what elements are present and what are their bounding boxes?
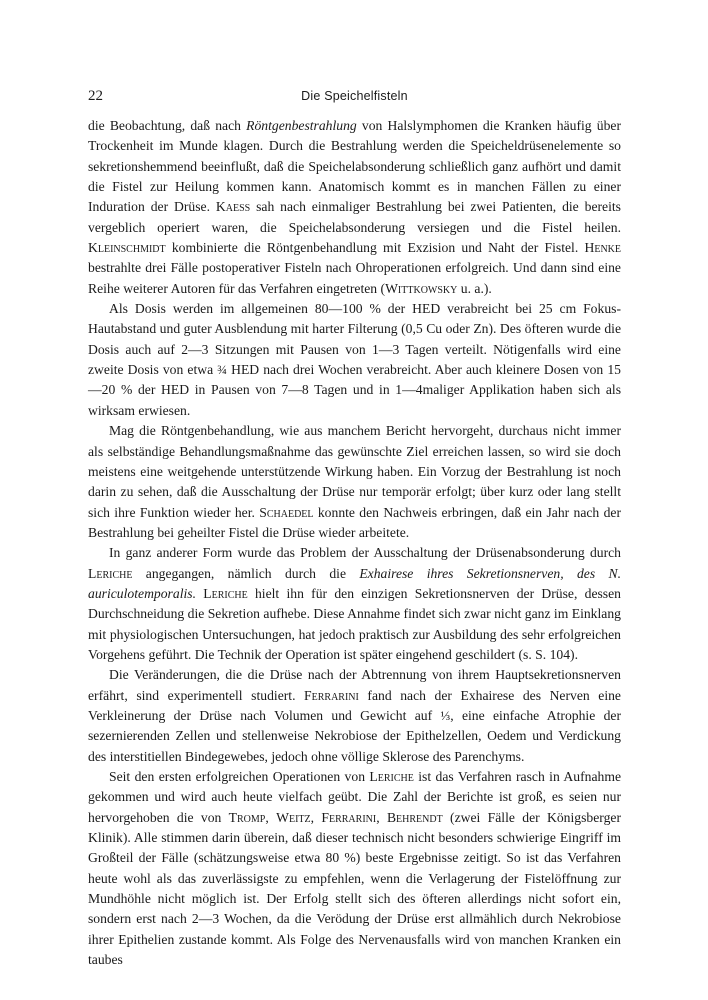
- text-run: Als Dosis werden im allgemeinen 80—100 % der HED verabreicht bei 25 cm Fokus-Hautabstand und guter Ausblendung mit harter Filterung (0,5 Cu oder Zn). Des öfteren wurde die Dosis auch auf 2—3 Sitzungen mit Pausen von 1—3 Tagen verteilt. Nötigenfalls wird eine zweite Dosis von etwa: [88, 301, 621, 378]
- author-name: Tromp: [228, 809, 266, 825]
- author-name: Leriche: [369, 769, 414, 784]
- author-name: Ferrarini: [304, 687, 359, 703]
- text-run: fand nach der Exhairese des Nerven eine Verkleinerung der Drüse nach Volumen und Gewicht auf: [88, 687, 621, 723]
- text-run: In ganz anderer Form wurde das Problem der Ausschaltung der Drüsenabsonderung durch: [109, 545, 621, 561]
- text-run: Mag die Röntgenbehandlung, wie aus manchem Bericht hervorgeht, durchaus nicht immer als selbständige Behandlungsmaßnahme das gewünschte Ziel erreichen lassen, so wird sie doch meistens eine weitgehende unterstützende Wirkung haben. Ein Vorzug der Bestrahlung ist noch darin zu sehen, daß die Ausschaltung der Drüse nur temporär erfolgt; über kurz oder lang stellt sich ihre Funktion wieder her.: [88, 423, 621, 520]
- author-name: Ferrarini: [321, 809, 377, 825]
- text-run: bestrahlte drei Fälle postoperativer Fisteln nach Ohroperationen erfolgreich. Und dann sind eine Reihe weiterer Autoren für das Verfahren eingetreten (: [88, 260, 621, 296]
- author-name: Henke: [584, 240, 621, 256]
- italic-text: Exhairese ihres Sekretionsnerven, des N. auriculotemporalis.: [88, 565, 621, 601]
- text-run: hielt ihn für den einzigen Sekretionsnerven der Drüse, dessen Durchschneidung die Sekretion aufhebe. Diese Annahme findet sich zwar nicht ganz im Einklang mit physiologischen Untersuchungen, hat jedoch praktisch zur Ausbildung des sehr erfolgreichen Vorgehens geführt. Die Technik der Operation ist später eingehend geschildert (s. S. 104).: [88, 585, 621, 662]
- body-text: [88, 116, 621, 970]
- author-name: Behrendt: [386, 809, 443, 825]
- paragraph: [88, 421, 621, 543]
- page-number: 22: [88, 88, 103, 104]
- italic-text: Röntgenbestrahlung: [246, 118, 357, 133]
- author-name: Leriche: [203, 585, 248, 601]
- running-title: Die Speichelfisteln: [301, 89, 408, 103]
- text-run: angegangen, nämlich durch die: [132, 565, 360, 581]
- paragraph: [88, 543, 621, 665]
- text-run: sah nach einmaliger Bestrahlung bei zwei Patienten, die bereits vergeblich operiert waren, die Speichelabsonderung versiegen und die Fistel heilen.: [88, 199, 621, 235]
- text-run: Seit den ersten erfolgreichen Operationen von: [109, 769, 370, 784]
- author-name: Kaess: [215, 199, 251, 215]
- fraction: ⅓: [440, 707, 451, 723]
- text-run: ,: [310, 809, 322, 825]
- text-run: die Beobachtung, daß nach: [88, 118, 247, 133]
- text-run: ,: [376, 809, 387, 825]
- text-run: u. a.).: [457, 280, 492, 296]
- text-run: (zwei Fälle der Königsberger Klinik). Alle stimmen darin überein, daß dieser technisch nicht besonders schwierige Eingriff im Großteil der Fälle (schätzungsweise etwa 80 %) beste Ergebnisse zeitigt. So ist das Verfahren heute wohl als das zuverlässigste zu empfehlen, wenn die Verlagerung der Fistelöffnung zur Mundhöhle nicht möglich ist. Der Erfolg stellt sich des öfteren allerdings nicht sofort ein, sondern erst nach 2—3 Wochen, da die Verödung der Drüse erst allmählich durch Nekrobiose ihrer Epithelien zustande kommt. Als Folge des Nervenausfalls wird von manchen Kranken ein taubes: [88, 809, 622, 968]
- text-run: von Halslymphomen die Kranken häufig über Trockenheit im Munde klagen. Durch die Bestrahlung werden die Speicheldrüsenelemente so sekretionshemmend beeinflußt, daß die Speichelabsonderung schließlich ganz aufhört und damit die Fistel zur Heilung kommen kann. Anatomisch kommt es in manchen Fällen zu einer Induration der Drüse.: [88, 118, 621, 215]
- text-run: Die Veränderungen, die die Drüse nach der Abtrennung von ihrem Hauptsekretionsnerven erfährt, sind experimentell studiert.: [88, 667, 621, 703]
- text-run: ist das Verfahren rasch in Aufnahme gekommen und wird auch heute vielfach geübt. Die Zahl der Berichte ist groß, es seien nur hervorgehoben die von: [88, 769, 621, 825]
- paragraph: [88, 767, 621, 970]
- text-run: kombinierte die Röntgenbehandlung mit Exzision und Naht der Fistel.: [165, 240, 585, 256]
- text-run: HED nach drei Wochen verabreicht. Aber auch kleinere Dosen von 15—20 % der HED in Pausen von 7—8 Tagen und in 1—4maliger Applikation haben sich als wirksam erwiesen.: [88, 362, 621, 418]
- page-header: [88, 86, 621, 106]
- author-name: Wittkowsky: [385, 280, 458, 296]
- author-name: Kleinschmidt: [88, 240, 166, 256]
- paragraph: [88, 116, 621, 299]
- fraction: ¾: [217, 362, 227, 378]
- author-name: Schaedel: [259, 504, 314, 520]
- author-name: Leriche: [88, 565, 133, 581]
- author-name: Weitz: [276, 809, 311, 825]
- text-run: ,: [265, 809, 277, 825]
- text-run: konnte den Nachweis erbringen, daß ein Jahr nach der Bestrahlung bei geheilter Fistel die Drüse wieder arbeitete.: [88, 504, 621, 540]
- paragraph: [88, 299, 621, 421]
- text-run: , eine einfache Atrophie der sezernierenden Zellen und stellenweise Nekrobiose der Epithelzellen, Oedem und Verdickung des interstitiellen Bindegewebes, jedoch ohne völlige Sklerose des Parenchyms.: [88, 707, 621, 764]
- paragraph: [88, 665, 621, 767]
